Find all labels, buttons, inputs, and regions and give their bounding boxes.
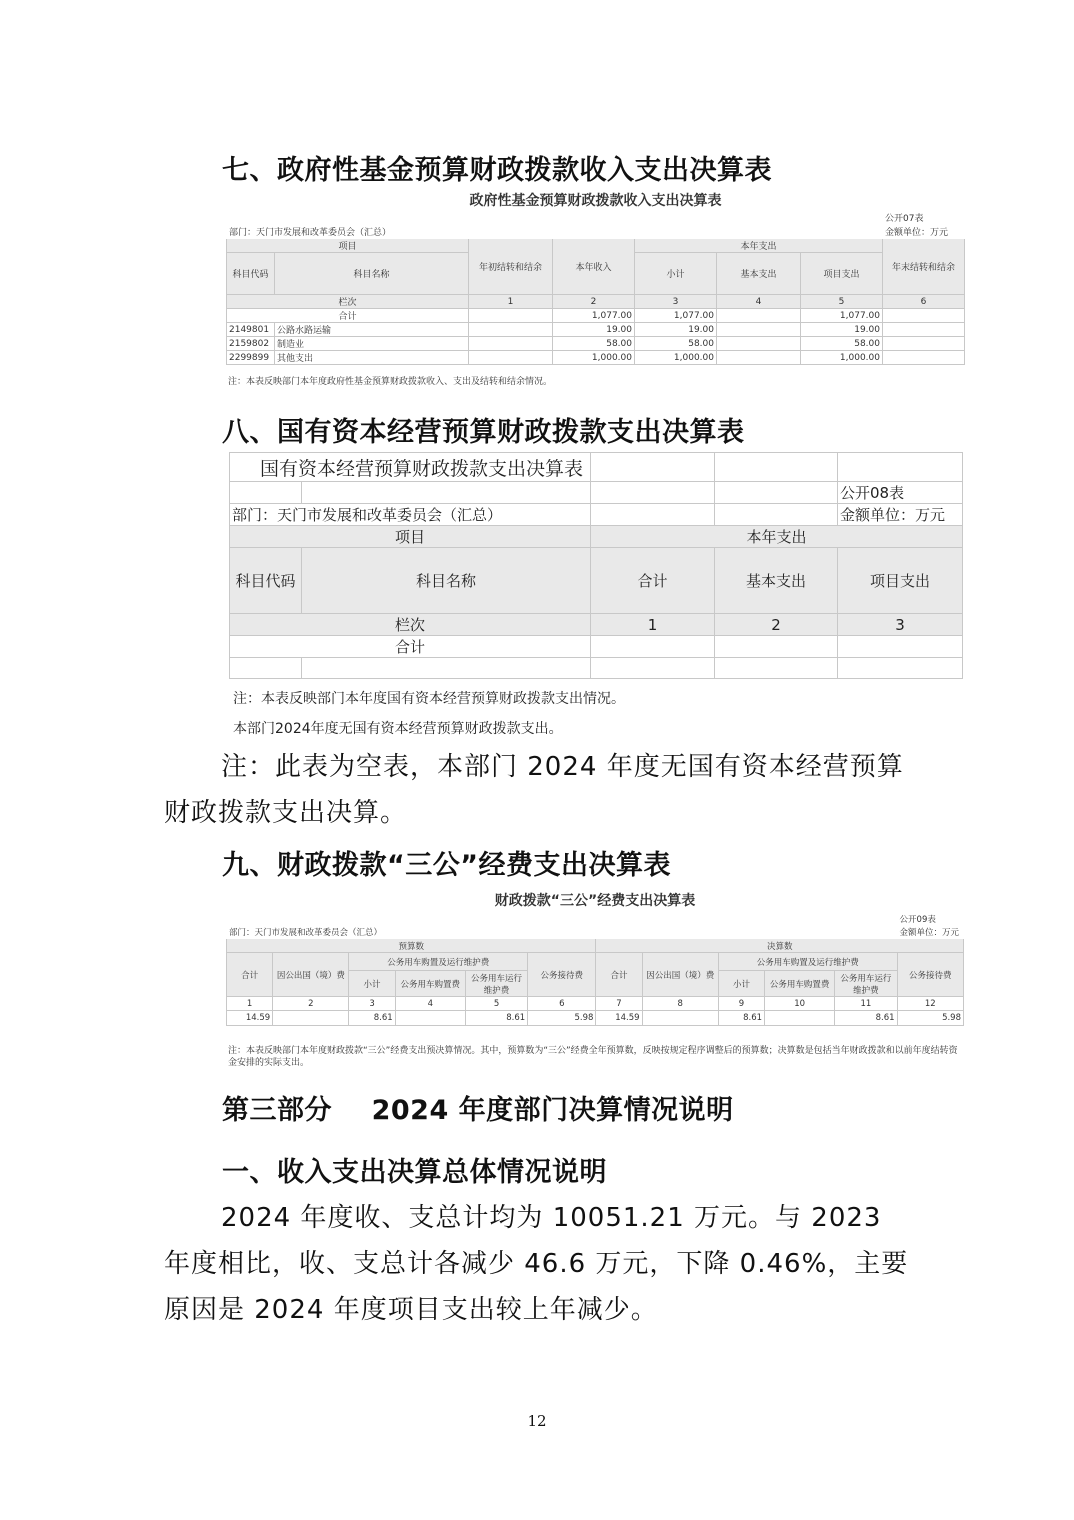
- cell-code: 2299899: [227, 351, 275, 365]
- cell-value: 1,000.00: [635, 351, 717, 365]
- header-abroad: 因公出国（境）费: [642, 953, 718, 997]
- cell-value: 1,077.00: [801, 309, 883, 323]
- cell-value: 1,000.00: [553, 351, 635, 365]
- col-num: 5: [465, 997, 527, 1011]
- section-8-heading: 八、国有资本经营预算财政拨款支出决算表: [222, 417, 745, 448]
- table-note-2: 本部门2024年度无国有资本经营预算财政拨款支出。: [233, 721, 563, 737]
- table-row: [227, 309, 965, 323]
- col-num: 9: [718, 997, 764, 1011]
- header-project: 项目: [230, 526, 591, 548]
- header-expense: 本年支出: [591, 526, 963, 548]
- header-car: 公务用车购置及运行维护费: [718, 953, 897, 971]
- part-3-heading: 第三部分 2024 年度部门决算情况说明: [222, 1095, 734, 1126]
- cell-value: 58.00: [553, 337, 635, 351]
- cell-code: 2149801: [227, 323, 275, 337]
- dept-label: 部门：天门市发展和改革委员会（汇总）: [230, 504, 591, 526]
- cell-name: 其他支出: [275, 351, 469, 365]
- col-num: 2: [273, 997, 349, 1011]
- form-number: 公开09表: [899, 915, 936, 925]
- header-total: 合计: [596, 953, 642, 997]
- dept-label: 部门：天门市发展和改革委员会（汇总）: [229, 228, 392, 238]
- cell-code: 2159802: [227, 337, 275, 351]
- cell-value: 19.00: [801, 323, 883, 337]
- cell-value: 1,077.00: [553, 309, 635, 323]
- header-end-balance: 年末结转和结余: [883, 239, 965, 295]
- summary-paragraph: 2024 年度收、支总计均为 10051.21 万元。与 2023 年度相比，收、支总计各减少 46.6 万元，下降 0.46%，主要原因是 2024 年度项目支出较上年减少。: [164, 1203, 909, 1325]
- row-col-label: 栏次: [230, 614, 591, 636]
- col-num: 2: [715, 614, 838, 636]
- header-begin-balance: 年初结转和结余: [469, 239, 553, 295]
- cell-value: 58.00: [635, 337, 717, 351]
- cell-value: 58.00: [801, 337, 883, 351]
- table-note: 注：本表反映部门本年度国有资本经营预算财政拨款支出情况。: [233, 691, 625, 707]
- header-car-buy: 公务用车购置费: [395, 971, 465, 997]
- total-label: 合计: [227, 309, 469, 323]
- col-num: 5: [801, 295, 883, 309]
- cell-value: 8.61: [718, 1011, 764, 1026]
- row-col-label: 栏次: [227, 295, 469, 309]
- cell-value: 14.59: [227, 1011, 273, 1026]
- header-subtotal: 小计: [718, 971, 764, 997]
- state-capital-table: [229, 452, 963, 679]
- table-row: [227, 351, 965, 365]
- header-final: 决算数: [596, 939, 964, 953]
- header-car-buy: 公务用车购置费: [765, 971, 835, 997]
- total-label: 合计: [230, 636, 591, 658]
- header-name: 科目名称: [275, 253, 469, 295]
- header-basic: 基本支出: [717, 253, 801, 295]
- col-num: 3: [838, 614, 963, 636]
- gov-fund-table: [226, 188, 965, 365]
- page-number: 12: [527, 1412, 547, 1430]
- cell-value: 1,000.00: [801, 351, 883, 365]
- header-expense: 本年支出: [635, 239, 883, 253]
- col-num: 1: [227, 997, 273, 1011]
- col-num: 12: [897, 997, 963, 1011]
- cell-value: [395, 1011, 465, 1026]
- cell-value: 8.61: [465, 1011, 527, 1026]
- col-num: 1: [591, 614, 715, 636]
- header-reception: 公务接待费: [528, 953, 596, 997]
- table-row: [227, 337, 965, 351]
- header-subtotal: 小计: [349, 971, 395, 997]
- header-abroad: 因公出国（境）费: [273, 953, 349, 997]
- section-9-heading: 九、财政拨款“三公”经费支出决算表: [222, 850, 671, 881]
- unit-label: 金额单位：万元: [838, 504, 963, 526]
- col-num: 8: [642, 997, 718, 1011]
- header-total: 合计: [591, 548, 715, 614]
- cell-value: 5.98: [528, 1011, 596, 1026]
- header-basic: 基本支出: [715, 548, 838, 614]
- header-proj: 项目支出: [838, 548, 963, 614]
- header-total: 合计: [227, 953, 273, 997]
- dept-label: 部门：天门市发展和改革委员会（汇总）: [229, 928, 383, 938]
- col-num: 6: [883, 295, 965, 309]
- col-num: 11: [835, 997, 897, 1011]
- cell-name: 制造业: [275, 337, 469, 351]
- header-code: 科目代码: [227, 253, 275, 295]
- header-reception: 公务接待费: [897, 953, 963, 997]
- three-public-table: [226, 886, 964, 1026]
- cell-value: 8.61: [349, 1011, 395, 1026]
- col-num: 1: [469, 295, 553, 309]
- cell-value: 5.98: [897, 1011, 963, 1026]
- col-num: 10: [765, 997, 835, 1011]
- header-car-run: 公务用车运行维护费: [465, 971, 527, 997]
- header-project: 项目: [227, 239, 469, 253]
- cell-value: 8.61: [835, 1011, 897, 1026]
- col-num: 3: [635, 295, 717, 309]
- section-7-heading: 七、政府性基金预算财政拨款收入支出决算表: [222, 155, 772, 186]
- cell-name: 公路水路运输: [275, 323, 469, 337]
- col-num: 4: [717, 295, 801, 309]
- subsection-1-heading: 一、收入支出决算总体情况说明: [222, 1157, 607, 1188]
- cell-value: [765, 1011, 835, 1026]
- unit-label: 金额单位：万元: [885, 228, 949, 238]
- table-title: 政府性基金预算财政拨款收入支出决算表: [469, 192, 722, 209]
- cell-value: [642, 1011, 718, 1026]
- table-row: [230, 636, 963, 658]
- col-num: 2: [553, 295, 635, 309]
- table-row: [230, 658, 963, 679]
- header-code: 科目代码: [230, 548, 302, 614]
- header-budget: 预算数: [227, 939, 596, 953]
- table-title: 财政拨款“三公”经费支出决算表: [494, 892, 696, 909]
- table-row: [227, 323, 965, 337]
- unit-label: 金额单位：万元: [899, 928, 960, 938]
- cell-value: 14.59: [596, 1011, 642, 1026]
- cell-value: [273, 1011, 349, 1026]
- header-subtotal: 小计: [635, 253, 717, 295]
- col-num: 3: [349, 997, 395, 1011]
- col-num: 6: [528, 997, 596, 1011]
- table-note: 注：本表反映部门本年度财政拨款“三公”经费支出预决算情况。其中，预算数为“三公”经费全年预算数，反映按规定程序调整后的预算数；决算数是包括当年财政拨款和以前年度结转资金安排的实际支出。: [228, 1046, 958, 1068]
- header-car: 公务用车购置及运行维护费: [349, 953, 528, 971]
- header-income: 本年收入: [553, 239, 635, 295]
- col-num: 4: [395, 997, 465, 1011]
- col-num: 7: [596, 997, 642, 1011]
- header-car-run: 公务用车运行维护费: [835, 971, 897, 997]
- table-note: 注：本表反映部门本年度政府性基金预算财政拨款收入、支出及结转和结余情况。: [228, 377, 553, 387]
- header-name: 科目名称: [302, 548, 591, 614]
- header-proj: 项目支出: [801, 253, 883, 295]
- cell-value: 1,077.00: [635, 309, 717, 323]
- table-row: [227, 1011, 964, 1026]
- cell-value: 19.00: [635, 323, 717, 337]
- table-title: 国有资本经营预算财政拨款支出决算表: [230, 453, 591, 482]
- form-number: 公开08表: [838, 482, 963, 504]
- empty-table-paragraph: 注：此表为空表，本部门 2024 年度无国有资本经营预算财政拨款支出决算。: [164, 752, 904, 828]
- cell-value: 19.00: [553, 323, 635, 337]
- form-number: 公开07表: [885, 214, 924, 224]
